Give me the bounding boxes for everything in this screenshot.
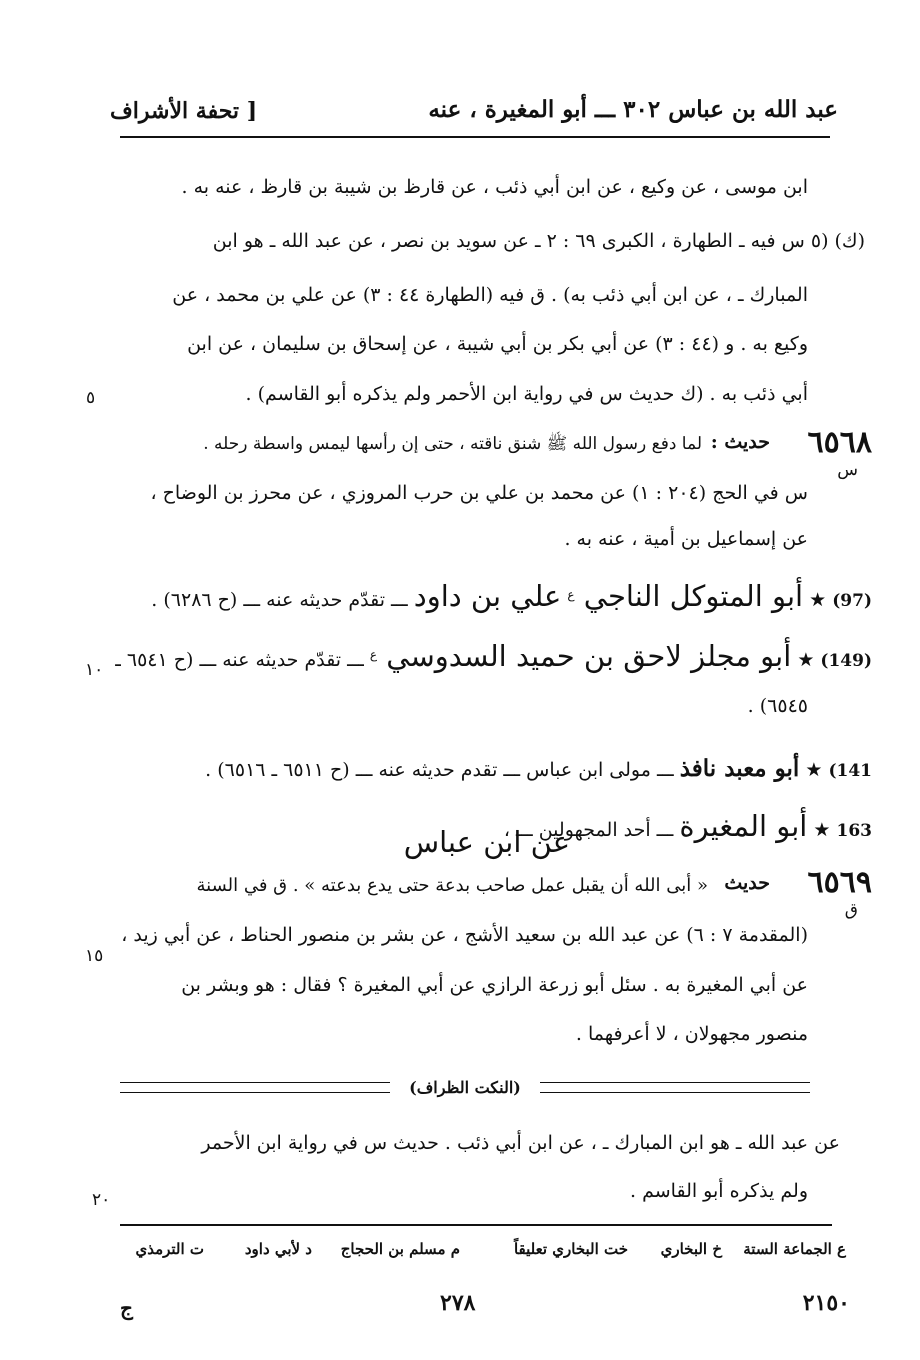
entry-rest: ـــ تقدّم حديثه عنه ـــ (ح ٦٥٤١ ـ [115,649,364,671]
key-bukhari-tal: خت البخاري تعليقاً [513,1240,628,1258]
hadith-number-6568: ٦٥٦٨ [807,425,872,460]
entry-rest: ـــ تقدّم حديثه عنه ـــ (ح ٦٢٨٦) . [151,589,408,611]
star-icon: ★ [813,819,831,841]
star-icon: ★ [797,649,815,671]
hadith-label-6569: حديث [724,872,770,894]
notes-line-2: ولم يذكره أبو القاسم . [630,1180,808,1202]
entry-name: أبو المغيرة [679,809,808,843]
body-line-1: ابن موسى ، عن وكيع ، عن ابن أبي ذئب ، عن قارظ بن شيبة بن قارظ ، عنه به . [181,176,808,198]
body-line-4: وكيع به . و (٤٤ : ٣) عن أبي بكر بن أبي شيبة ، عن إسحاق بن سليمان ، عن ابن [187,333,808,355]
header-rule [120,136,830,138]
entry-name: أبو مجلز لاحق بن حميد السدوسي [377,639,792,673]
key-rule [120,1224,832,1226]
siglum-mark: ع [369,647,378,662]
hadith-line-6569-2: (المقدمة ٧ : ٦) عن عبد الله بن سعيد الأشج ، عن بشر بن منصور الحناط ، عن أبي زيد ، [121,924,808,946]
hadith-line-6569-3: عن أبي المغيرة به . سئل أبو زرعة الرازي عن أبي المغيرة ؟ فقال : هو وبشر بن [181,974,808,996]
entry-149 [115,639,872,673]
entry-149-cont: ٦٥٤٥) . [747,695,808,717]
star-icon: ★ [805,759,823,781]
key-bukhari: خ البخاري [660,1240,722,1258]
key-abu-dawud: د لأبي داود [244,1240,312,1258]
hadith-line-6569-4: منصور مجهولان ، لا أعرفهما . [575,1023,808,1045]
hadith-line-6568-3: عن إسماعيل بن أمية ، عنه به . [564,528,808,550]
margin-number-5: ٥ [86,388,96,408]
hadith-text-6568: لما دفع رسول الله ﷺ شنق ناقته ، حتى إن رأسها ليمس واسطة رحله . [203,434,702,454]
notes-line-1: عن عبد الله ـ هو ابن المبارك ـ ، عن ابن أبي ذئب . حديث س في رواية ابن الأحمر [201,1132,840,1154]
entry-name: أبو المتوكل الناجي [574,579,804,613]
margin-number-10: ١٠ [85,660,104,680]
margin-number-15: ١٥ [85,946,104,966]
entry-97 [151,579,872,613]
siglum-mark: ع [567,587,575,602]
entry-ref: 141) [828,761,872,781]
running-number: ٢١٥٠ [802,1290,850,1316]
key-muslim: م مسلم بن الحجاج [340,1240,460,1258]
running-head-left: [ تحفة الأشراف [110,98,258,124]
entry-ref: 163 [836,821,872,841]
entry-141 [205,757,872,780]
hadith-number-6569: ٦٥٦٩ [807,865,872,900]
body-line-3: المبارك ـ ، عن ابن أبي ذئب به) . ق فيه (الطهارة ٤٤ : ٣) عن علي بن محمد ، عن [172,284,808,306]
entry-rest: ـــ أحد المجهولين ـــ ، [503,819,674,841]
entry-163-tail: عن ابن عباس [403,825,570,859]
hadith-label-6568: حديث : [710,431,770,453]
entry-name-2: علي بن داود [413,579,562,613]
key-jamaa: ع الجماعة الستة [743,1240,846,1258]
hadith-text-6569: « أبى الله أن يقبل عمل صاحب بدعة حتى يدع بدعته » . ق في السنة [196,875,708,896]
entry-ref: (149) [820,651,872,671]
page-number: ٢٧٨ [440,1290,476,1316]
body-line-5: أبي ذئب به . (ك حديث س في رواية ابن الأحمر ولم يذكره أبو القاسم) . [245,383,808,405]
running-head-right: عبد الله بن عباس ٣٠٢ ـــ أبو المغيرة ، عنه [428,96,838,123]
key-tirmidhi: ت الترمذي [135,1240,204,1258]
hadith-siglum-6569: ق [844,900,858,920]
footer-signature-mark: ج [120,1296,133,1320]
body-line-2: (ك) (٥ س فيه ـ الطهارة ، الكبرى ٦٩ : ٢ ـ عن سويد بن نصر ، عن عبد الله ـ هو ابن [212,230,865,252]
entry-rest: ـــ مولى ابن عباس ـــ تقدم حديثه عنه ـــ (ح ٦٥١١ ـ ٦٥١٦) . [205,759,674,781]
entry-name: أبو معبد نافذ [679,755,800,782]
margin-number-20: ٢٠ [92,1190,111,1210]
entry-ref: (97) [832,591,872,611]
notes-title: (النكت الظراف) [390,1078,540,1097]
hadith-siglum-6568: س [837,460,858,480]
hadith-line-6568-2: س في الحج (٢٠٤ : ١) عن محمد بن علي بن حرب المروزي ، عن محرز بن الوضاح ، [150,482,808,504]
star-icon: ★ [809,589,827,611]
